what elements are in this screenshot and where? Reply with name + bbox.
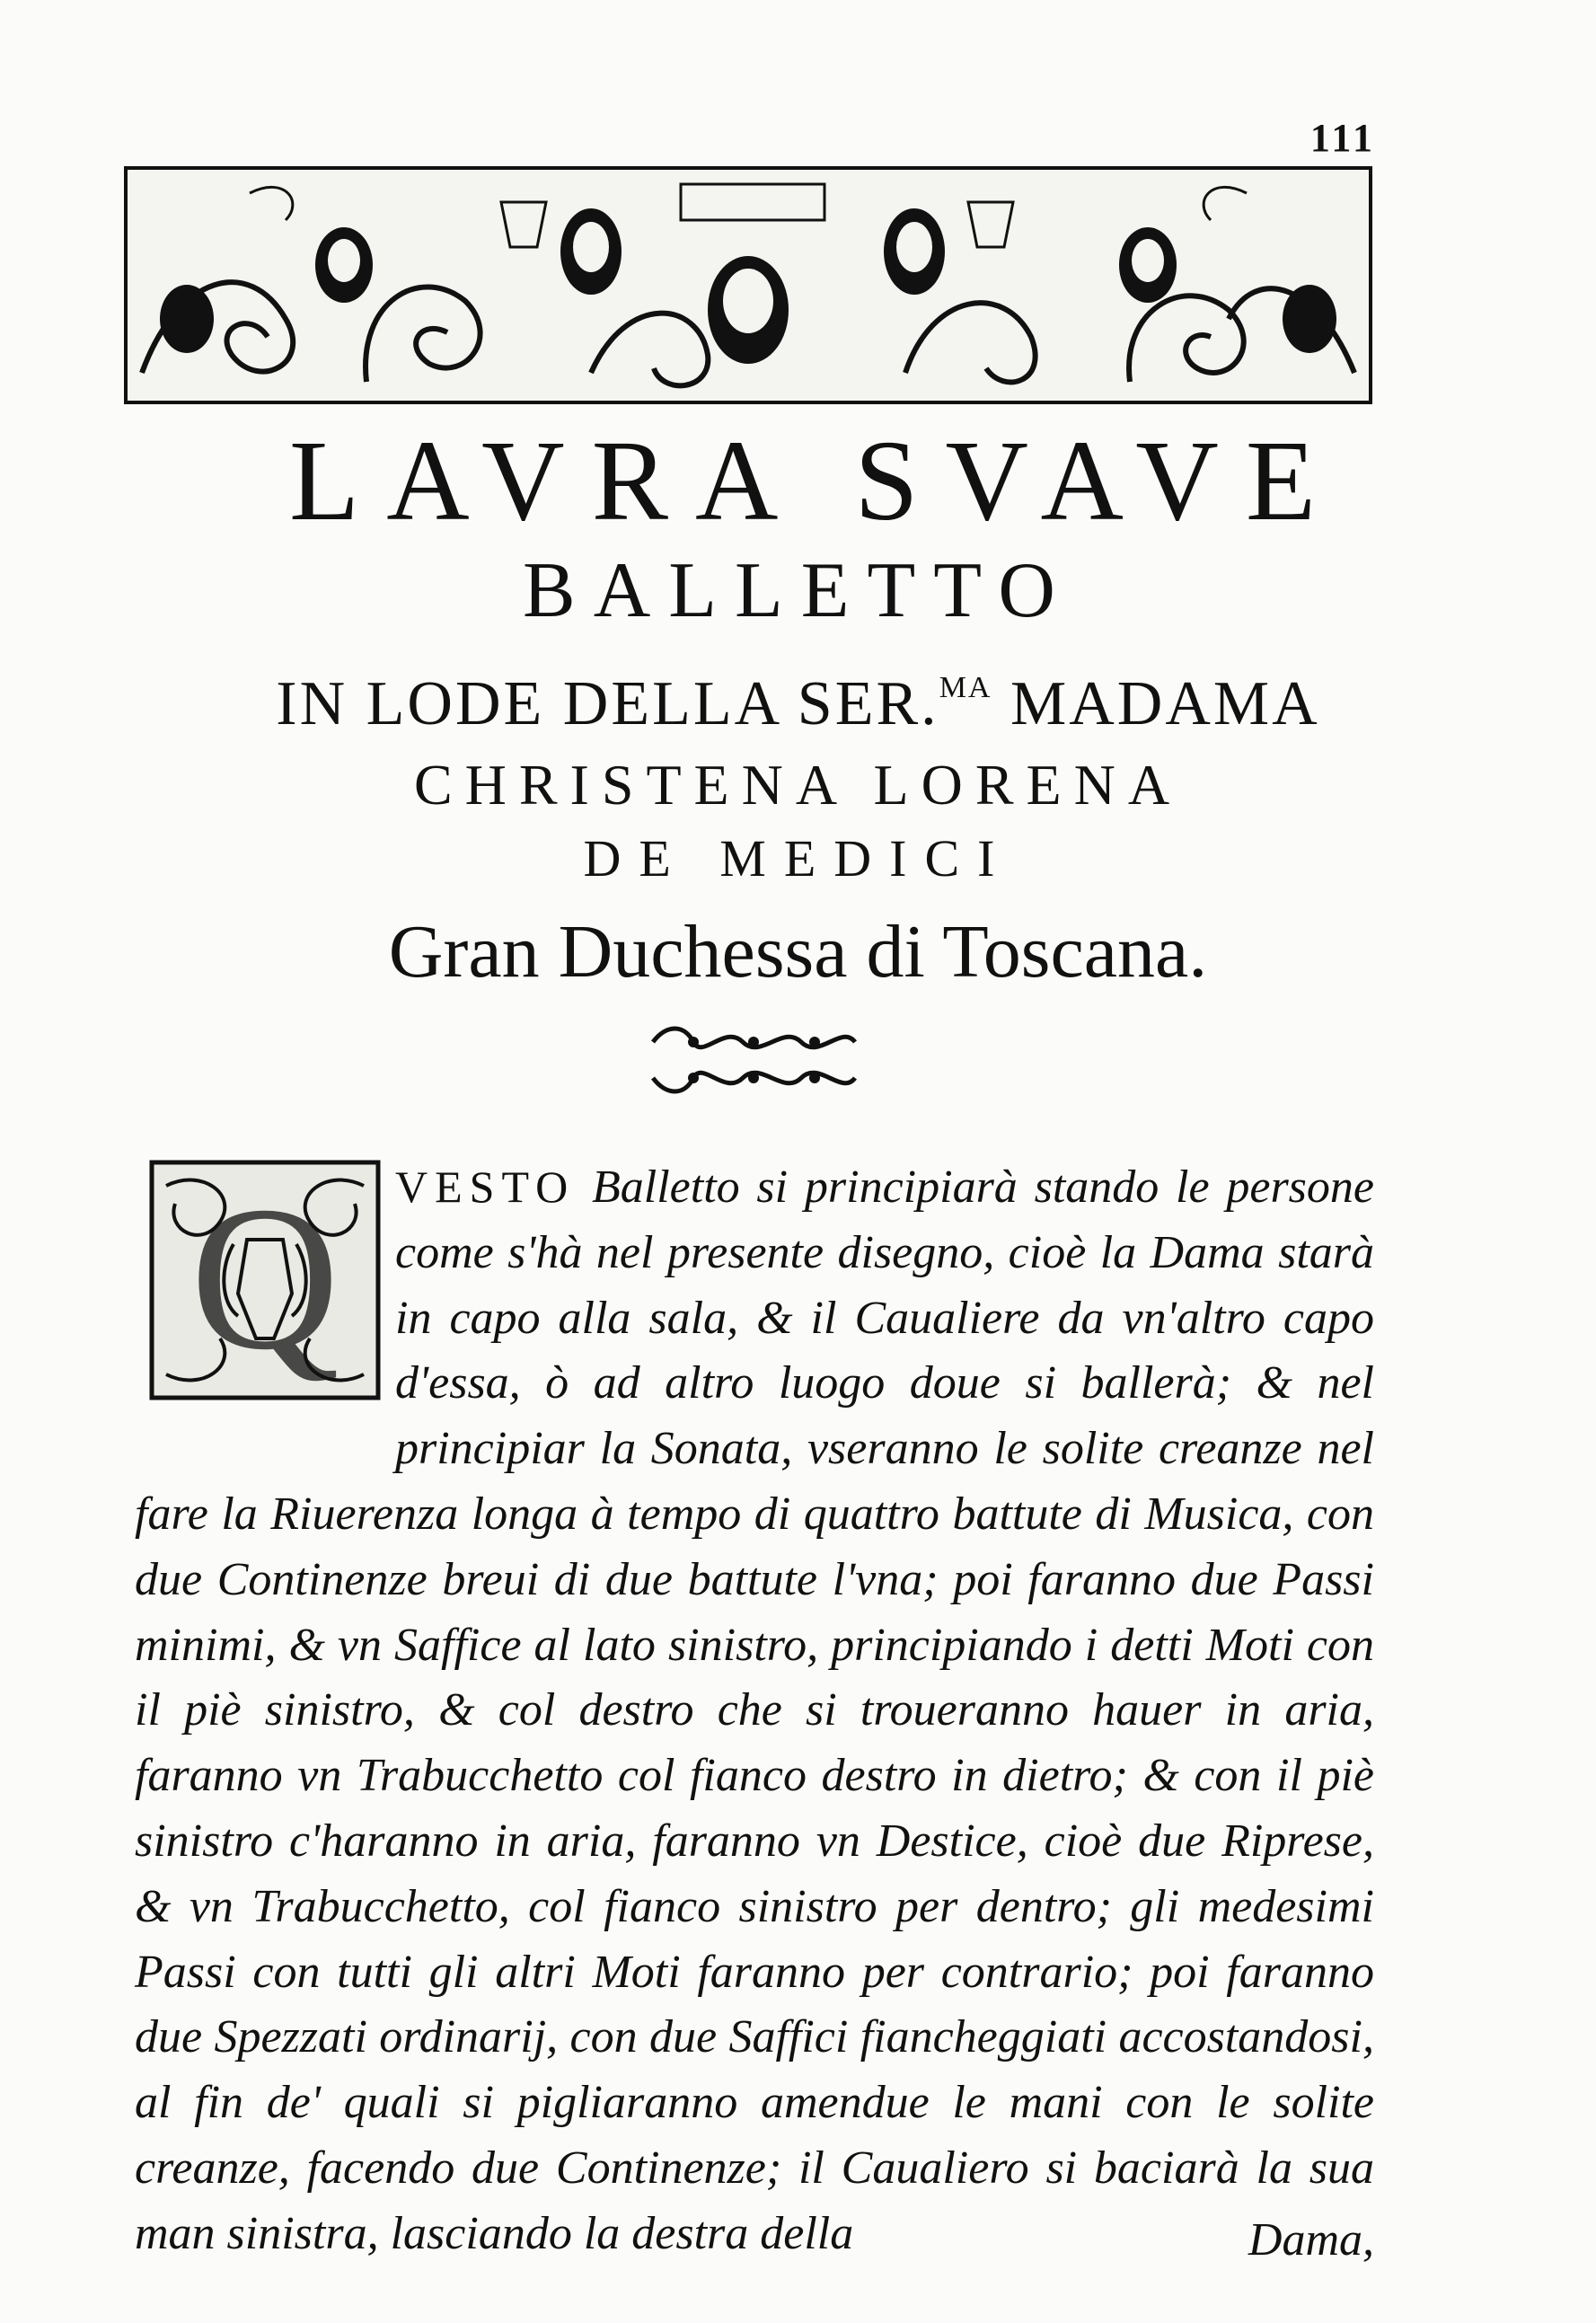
body-paragraph — [135, 1154, 1374, 2267]
initial-letter: Q — [190, 1163, 340, 1392]
catchword: Dama, — [1248, 2214, 1374, 2266]
title-line-3 — [0, 650, 1596, 742]
title-line-3-sup: MA — [939, 671, 992, 704]
fleuron-ornament — [644, 1020, 864, 1100]
opening-smallcaps: VESTO — [395, 1162, 576, 1212]
woodcut-headpiece — [124, 166, 1372, 404]
title-line-6: Gran Duchessa di Toscana. — [388, 910, 1208, 994]
body-text: Balletto si principiarà stando le persone come s'hà nel presente disegno, cioè la Dama starà in capo alla sala, & il Caualiere da vn'altro capo d'essa, ò ad altro luogo doue si ballerà; & nel principiar la Sonata, vseranno le solite creanze nel fare la Riuerenza longa à tempo di quattro battute di Musica, con due Continenze breui di due battute l'vna; poi faranno due Passi minimi, & vn Saffice al lato sinistro, principiando i detti Moti con il piè sinistro, & col destro che si troueranno hauer in aria, faranno vn Trabucchetto col fianco destro in dietro; & con il piè sinistro c'haranno in aria, faranno vn Destice, cioè due Riprese, & vn Trabucchetto, col fianco sinistro per dentro; gli medesimi Passi con tutti gli altri Moti faranno per contrario; poi faranno due Spezzati ordinarij, con due Saffici fiancheggiati accostandosi, al fin de' quali si pigliaranno amendue le mani con le solite creanze, facendo due Continenze; il Caualiero si baciarà la sua man sinistra, lasciando la destra della — [135, 1162, 1375, 2259]
title-line-5: DE MEDICI — [583, 829, 1013, 888]
page-number: 111 — [1309, 116, 1376, 160]
title-line-4: CHRISTENA LORENA — [413, 753, 1183, 817]
title-line-3-main: IN LODE DELLA SER. — [276, 669, 939, 738]
title-line-1: LAVRA SVAVE — [289, 417, 1343, 544]
title-line-2: BALLETTO — [523, 547, 1073, 634]
title-line-3-end: MADAMA — [992, 669, 1320, 738]
